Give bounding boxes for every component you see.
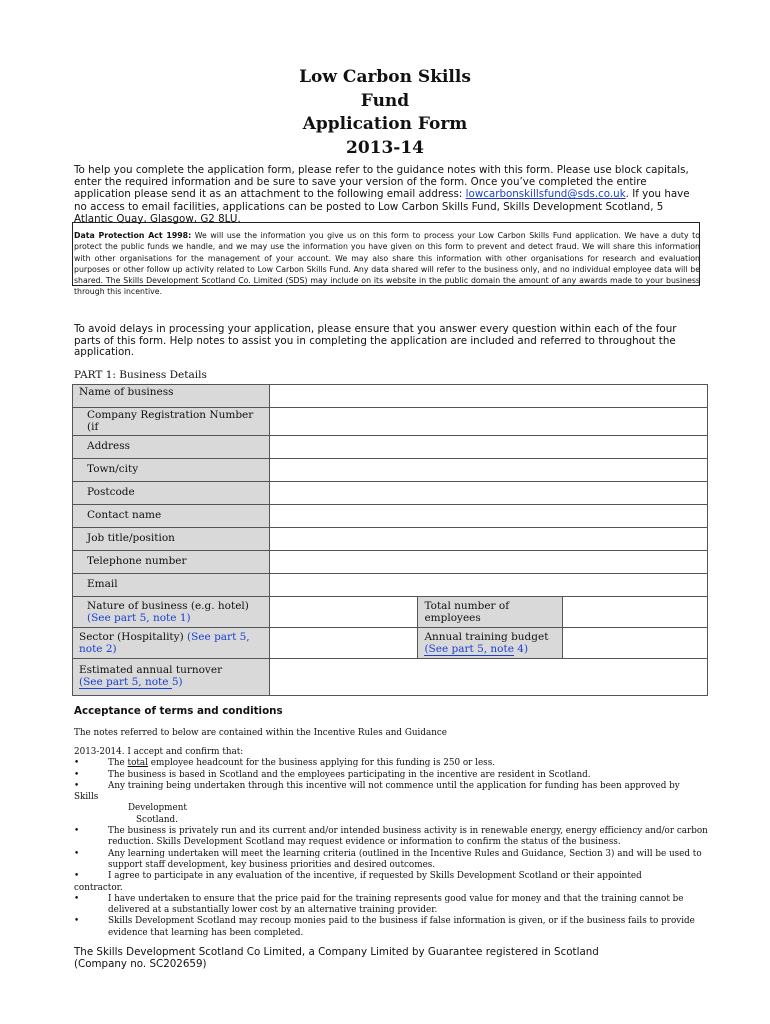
title-line-1: Low Carbon Skills [299,67,471,87]
input-training-budget[interactable] [563,628,708,659]
input-telephone[interactable] [269,551,707,574]
input-name-of-business[interactable] [269,385,707,408]
input-postcode[interactable] [269,482,707,505]
input-total-employees[interactable] [563,597,708,628]
form-title [0,66,770,160]
label-training-budget: Annual training budget (See part 5, note 4) [424,631,549,655]
title-line-2: Fund [360,90,410,111]
label-job-title: Job title/position [87,532,175,544]
input-town-city[interactable] [269,459,707,482]
bullet-6: • I agree to participate in any evaluation of the incentive, if requested by Skills Development Scotland or their appointed [74,871,642,882]
budget-note-link[interactable]: (See part 5, note [424,642,514,655]
label-postcode: Postcode [87,486,135,498]
bullet-2: • The business is based in Scotland and the employees participating in the incentive are resident in Scotland. [74,769,591,780]
title-line-3: Application Form [302,114,468,134]
bullet-icon: • [74,780,80,791]
business-details-table [72,384,708,696]
part1-heading: PART 1: Business Details [74,369,207,381]
label-telephone: Telephone number [87,555,187,567]
email-link[interactable]: lowcarbonskillsfund@sds.co.uk [465,188,626,201]
input-contact-name[interactable] [269,505,707,528]
intro-paragraph: To help you complete the application form, please refer to the guidance notes with this form. Please use block capitals, enter the required information and be sure to save your version of the form. Once you’ve completed the entire application please send it as an attachment to the following email address: lowcarbonskillsfund@sds.co.uk. If you have no access to email facilities, applications can be posted to Low Carbon Skills Fund, Skills Development Scotland, 5 Atlantic Quay, Glasgow, G2 8LU. [74,164,690,225]
label-name-of-business: Name of business [79,386,174,398]
turnover-note-link[interactable]: (See part 5, note [79,675,172,688]
sector-note-link[interactable]: (See part 5, note 2) [79,631,250,655]
bullet-3: • Any training being undertaken through this incentive will not commence until the application for funding has been approved by [74,780,680,791]
data-protection-text: Data Protection Act 1998: We will use the information you give us on this form to process your Low Carbon Skills Fund application. We have a duty to protect the public funds we handle, and we may use the information you have given on this form to prevent and detect fraud. We will share this information with other organisations for the management of your account. We may also share this information with other organisations for research and evaluation purposes or other follow up activity related to Low Carbon Skills Fund. Any data shared will refer to the business only, and no individual employee data will be shared. The Skills Development Scotland Co. Limited (SDS) may include on its website in the public domain the amount of any awards made to your business through this incentive. [74,231,700,297]
label-company-registration: Company Registration Number (if [87,409,254,433]
bullet-1: • The total employee headcount for the business applying for this funding is 250 or less. [74,758,496,769]
input-annual-turnover[interactable] [269,659,707,696]
acceptance-heading: Acceptance of terms and conditions [74,705,283,717]
title-line-4: 2013-14 [345,137,425,158]
bullet-icon: • [74,916,80,927]
bullet-icon: • [74,871,80,882]
bullet-4: • The business is privately run and its current and/or intended business activity is in renewable energy, energy efficiency and/or carbon reduction. Skills Development Scotland may request evidence or information to confirm the status of the business. [74,826,708,848]
nature-note-link[interactable]: (See part 5, note 1) [87,611,191,624]
page-footer [74,947,708,970]
label-contact-name: Contact name [87,509,162,521]
acceptance-intro: 2013-2014. I accept and confirm that: [74,747,244,757]
input-company-registration[interactable] [269,408,707,436]
bullet-icon: • [74,826,80,837]
input-job-title[interactable] [269,528,707,551]
bullet-icon: • [74,769,80,780]
bullet-7: • I have undertaken to ensure that the price paid for the training represents good value for money and that the training cannot be delivered at a substantially lower cost by an alternative training provider. [74,893,684,916]
label-email: Email [87,578,118,590]
bullet-icon: • [74,758,80,769]
avoid-delays-paragraph: To avoid delays in processing your application, please ensure that you answer every question within each of the four parts of this form. Help notes to assist you in completing the application are included and referred to throughout the application. [74,323,677,359]
bullet-3-cont-3: Scotland. [136,814,178,825]
notes-reference: The notes referred to below are contained within the Incentive Rules and Guidance [74,728,448,738]
input-address[interactable] [269,436,707,459]
bullet-8: • Skills Development Scotland may recoup monies paid to the business if false information is given, or if the business fails to provide evidence that learning has been completed. [74,916,695,938]
bullet-5: • Any learning undertaken will meet the learning criteria (outlined in the Incentive Rules and Guidance, Section 3) and will be used to support staff development, key business priorities and desired outcomes. [74,848,702,870]
label-address: Address [87,440,131,452]
bullet-3-cont-2: Development [128,803,187,814]
label-total-employees: Total number of employees [424,600,510,624]
label-town-city: Town/city [87,463,139,475]
label-sector: Sector (Hospitality) (See part 5, note 2) [79,631,250,655]
footer-line-2: (Company no. SC202659) [74,957,207,970]
label-nature-of-business: Nature of business (e.g. hotel) (See part 5, note 1) [87,600,249,624]
input-sector[interactable] [269,628,418,659]
acceptance-list [74,747,708,939]
input-nature-of-business[interactable] [269,597,418,628]
bullet-6-cont: contractor. [74,882,123,893]
footer-line-1: The Skills Development Scotland Co Limited, a Company Limited by Guarantee registered in Scotland [74,946,599,958]
label-annual-turnover: Estimated annual turnover (See part 5, note 5) [79,664,223,688]
bullet-icon: • [74,893,80,904]
bullet-icon: • [74,848,80,859]
bullet-3-cont-1: Skills [74,792,99,803]
input-email[interactable] [269,574,707,597]
